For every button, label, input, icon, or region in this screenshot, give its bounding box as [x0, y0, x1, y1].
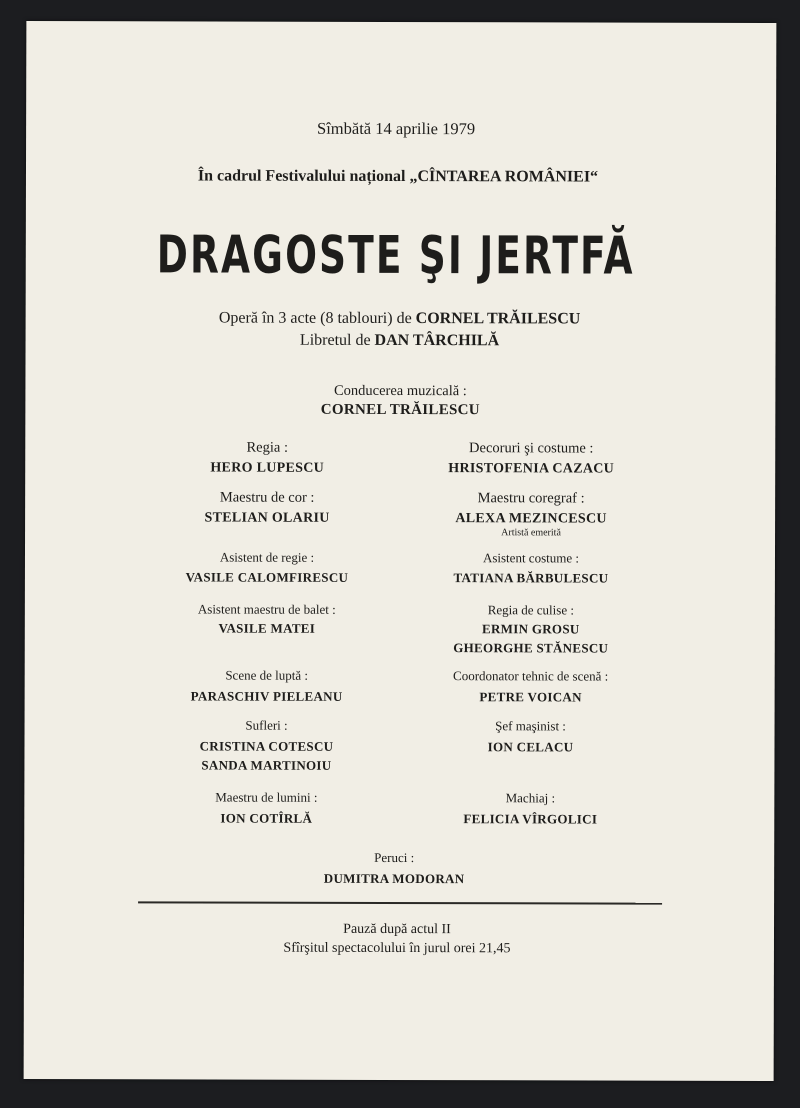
credit-name: VASILE MATEI — [218, 620, 316, 636]
credit-role: Decoruri şi costume : — [469, 440, 594, 457]
credit-role: Maestru de lumini : — [215, 789, 318, 805]
credit-right-3 — [381, 550, 681, 587]
credit-name: ALEXA MEZINCESCU — [455, 511, 607, 527]
credit-role: Asistent maestru de balet : — [197, 601, 336, 617]
credit-name: ERMIN GROSU — [481, 621, 580, 637]
credit-right-7 — [380, 790, 680, 828]
credit-left-5 — [117, 667, 417, 705]
credit-note: Artistă emerită — [501, 527, 561, 539]
credit-left-2 — [117, 489, 417, 527]
opera-description — [24, 309, 776, 329]
credit-role: Maestru coregraf : — [477, 490, 585, 507]
credit-role: Scene de luptă : — [225, 667, 309, 683]
credit-name: GHEORGHE STĂNESCU — [453, 640, 609, 656]
credit-name: PETRE VOICAN — [479, 689, 582, 705]
credit-left-3 — [117, 549, 417, 586]
credit-role: Machiaj : — [505, 790, 556, 806]
credit-left-6 — [116, 717, 416, 774]
credit-wigs — [244, 850, 544, 888]
credit-name: HERO LUPESCU — [210, 460, 325, 476]
end-time-note: Sfîrşitul spectacolului în jurul orei 21,45 — [283, 940, 511, 957]
credit-role: Sufleri : — [245, 717, 288, 733]
libretto-prefix: Libretul de — [299, 331, 371, 349]
credit-left-4 — [117, 601, 417, 637]
credit-name: ION CELACU — [487, 739, 574, 755]
credit-role: Conducerea muzicală : — [333, 382, 467, 400]
credit-name: HRISTOFENIA CAZACU — [448, 461, 615, 477]
credit-name: FELICIA VÎRGOLICI — [463, 811, 598, 827]
performance-date: Sîmbătă 14 aprilie 1979 — [317, 118, 476, 139]
librettist-name: DAN TÂRCHILĂ — [374, 331, 500, 350]
credit-right-1 — [381, 440, 681, 478]
credit-role: Regia de culise : — [487, 602, 575, 618]
opera-prefix: Operă în 3 acte (8 tablouri) de — [218, 309, 412, 328]
credit-name: DUMITRA MODORAN — [323, 870, 465, 887]
program-sheet — [24, 21, 777, 1081]
credit-right-4 — [381, 602, 681, 657]
credit-name: SANDA MARTINOIU — [201, 757, 332, 773]
credit-name: CRISTINA COTESCU — [199, 738, 334, 754]
credit-role: Peruci : — [374, 849, 415, 866]
intermission-note: Pauză după actul II — [343, 921, 451, 938]
credit-left-1 — [117, 439, 417, 477]
libretto-line — [24, 331, 776, 351]
credit-role: Asistent costume : — [482, 550, 580, 566]
credit-right-6 — [380, 718, 680, 756]
opera-title: DRAGOSTE ŞI JERTFĂ — [156, 225, 635, 287]
credit-name: PARASCHIV PIELEANU — [190, 688, 343, 704]
credit-role: Coordonator tehnic de scenă : — [453, 668, 609, 684]
credit-name: VASILE CALOMFIRESCU — [185, 569, 349, 585]
credit-name: STELIAN OLARIU — [204, 510, 330, 526]
credit-role: Regia : — [246, 439, 289, 456]
credit-right-5 — [381, 668, 681, 706]
composer-name: CORNEL TRĂILESCU — [415, 310, 581, 328]
credit-role: Şef maşinist : — [495, 718, 566, 734]
credit-conducting — [250, 383, 550, 420]
credit-role: Maestru de cor : — [219, 489, 315, 506]
divider-line — [138, 901, 662, 904]
credit-name: TATIANA BĂRBULESCU — [453, 570, 609, 586]
festival-line: În cadrul Festivalului național „CÎNTAREA ROMÂNIEI“ — [197, 167, 599, 186]
credit-right-2 — [381, 490, 681, 539]
credit-left-7 — [116, 789, 416, 827]
credit-name: CORNEL TRĂILESCU — [320, 401, 480, 419]
credit-role: Asistent de regie : — [219, 549, 315, 565]
credit-name: ION COTÎRLĂ — [220, 810, 313, 826]
